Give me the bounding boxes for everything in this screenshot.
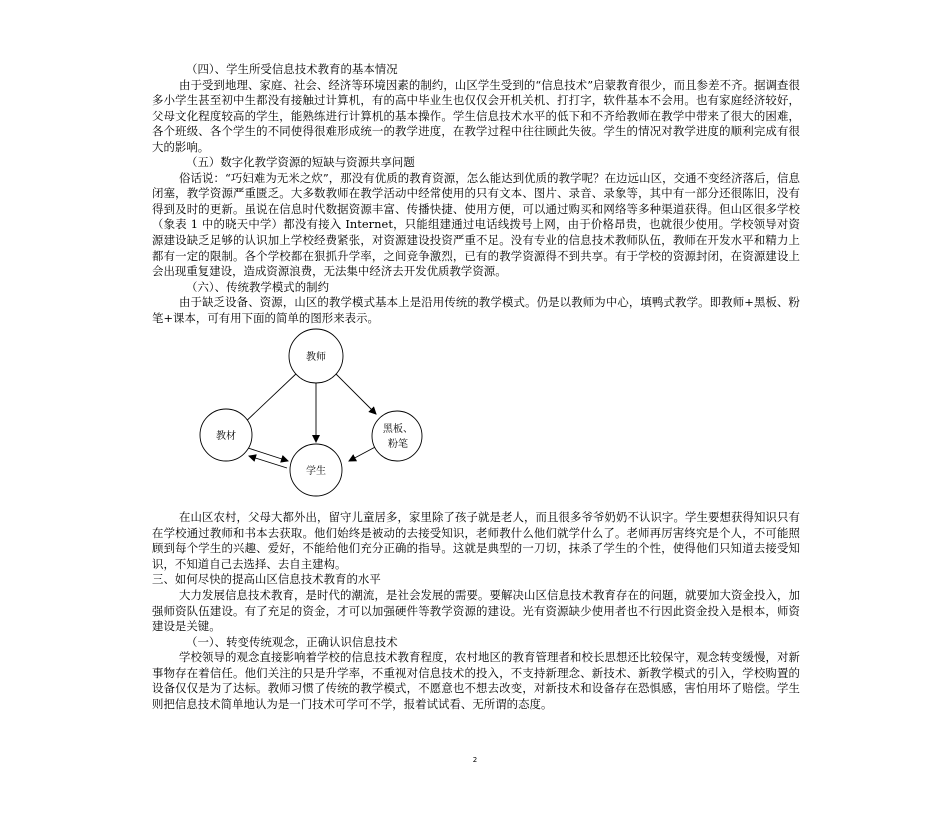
subheading-six: （六）、传统教学模式的制约 <box>186 279 330 294</box>
paragraph-rural-students: 在山区农村，父母大都外出，留守儿童居多，家里除了孩子就是老人，而且很多爷爷奶奶不认识字。学生要想获得知识只有在学校通过教师和书本去获取。他们始终是被动的去接受知识，老师教什么他们就学什么了。老师再厉害终究是个人，不可能照顾到每个学生的兴趣、爱好，不能给他们充分正确的指导。这就是典型的一刀切，抹杀了学生的个性，使得他们只知道去接受知识，不知道自己去选择、去自主建构。 <box>152 510 800 571</box>
subheading-one: （一）、转变传统观念，正确认识信息技术 <box>186 634 398 649</box>
paragraph-student-situation: 由于受到地理、家庭、社会、经济等环境因素的制约，山区学生受到的“信息技术”启蒙教育很少，而且参差不齐。据调查很多小学生甚至初中生都没有接触过计算机，有的高中毕业生也仅仅会开机关机、打打字，软件基本不会用。也有家庭经济较好，父母文化程度较高的学生，能熟练进行计算机的基本操作。学生信息技术水平的低下和不齐给教师在教学中带来了很大的困难，各个班级、各个学生的不同使得很难形成统一的教学进度，在教学过程中往往顾此失彼。学生的情况对教学进度的顺利完成有很大的影响。 <box>152 77 800 154</box>
paragraph-develop-it-education: 大力发展信息技术教育，是时代的潮流，是社会发展的需要。要解决山区信息技术教育存在的问题，就要加大资金投入，加强师资队伍建设。有了充足的资金，才可以加强硬件等教学资源的建设。光有资源缺少使用者也不行因此资金投入是根本，师资建设是关键。 <box>152 588 800 634</box>
paragraph-traditional-model: 由于缺乏设备、资源，山区的教学模式基本上是沿用传统的教学模式。仍是以教师为中心，填鸭式教学。即教师+黑板、粉笔+课本，可有用下面的简单的图形来表示。 <box>152 295 800 325</box>
node-board <box>372 411 422 461</box>
paragraph-resource-shortage: 俗话说：“巧妇难为无米之炊”，那没有优质的教育资源，怎么能达到优质的教学呢？在边远山区，交通不变经济落后，信息闭塞，教学资源严重匮乏。大多数教师在教学活动中经常使用的只有文本、图片、录音、录象等，其中有一部分还很陈旧，没有得到及时的更新。虽说在信息时代数据资源丰富、传播快捷、使用方便，可以通过购买和网络等多种渠道获得。但山区很多学校（象表 1 中的晓天中学）都没有接入 Internet，只能组建通过电话线拨号上网，由于价格昂贵，也就很少使用。学校领导对资源建设缺乏足够的认识加上学校经费紧张，对资源建设投资严重不足。没有专业的信息技术教师队伍，教师在开发水平和精力上都有一定的限制。各个学校都在狠抓升学率，之间竞争激烈，已有的教学资源得不到共享。有于学校的资源封闭，在资源建设上会出现重复建设，造成资源浪费，无法集中经济去开发优质教学资源。 <box>152 170 800 279</box>
label-teacher: 教师 <box>305 352 327 364</box>
edge-teacher-board <box>334 372 376 414</box>
paragraph-change-concepts: 学校领导的观念直接影响着学校的信息技术教育程度，农村地区的教育管理者和校长思想还比较保守，观念转变缓慢，对新事物存在着信任。他们关注的只是升学率，不重视对信息技术的投入，不支持新理念、新技术、新教学模式的引入，学校购置的设备仅仅是为了达标。教师习惯了传统的教学模式，不愿意也不想去改变，对新技术和设备存在恐惧感，害怕用坏了赔偿。学生则把信息技术简单地认为是一门技术可学可不学，报着试试看、无所谓的态度。 <box>152 650 800 711</box>
diagram-svg <box>194 328 434 498</box>
heading-three: 三、如何尽快的提高山区信息技术教育的水平 <box>152 572 381 587</box>
label-board-line1: 黑板、 <box>382 424 414 436</box>
subheading-four: （四）、学生所受信息技术教育的基本情况 <box>186 62 398 76</box>
subheading-five: （五）数字化教学资源的短缺与资源共享问题 <box>186 155 415 170</box>
label-student: 学生 <box>305 466 327 478</box>
edge-textbook-student <box>248 448 288 461</box>
edge-teacher-textbook <box>241 372 298 426</box>
page-number: 2 <box>472 756 478 764</box>
label-textbook: 教材 <box>215 431 237 443</box>
teaching-model-diagram <box>152 328 800 498</box>
page-content <box>152 62 800 712</box>
label-board-line2: 粉笔 <box>387 439 409 451</box>
edge-student-textbook <box>249 456 287 468</box>
